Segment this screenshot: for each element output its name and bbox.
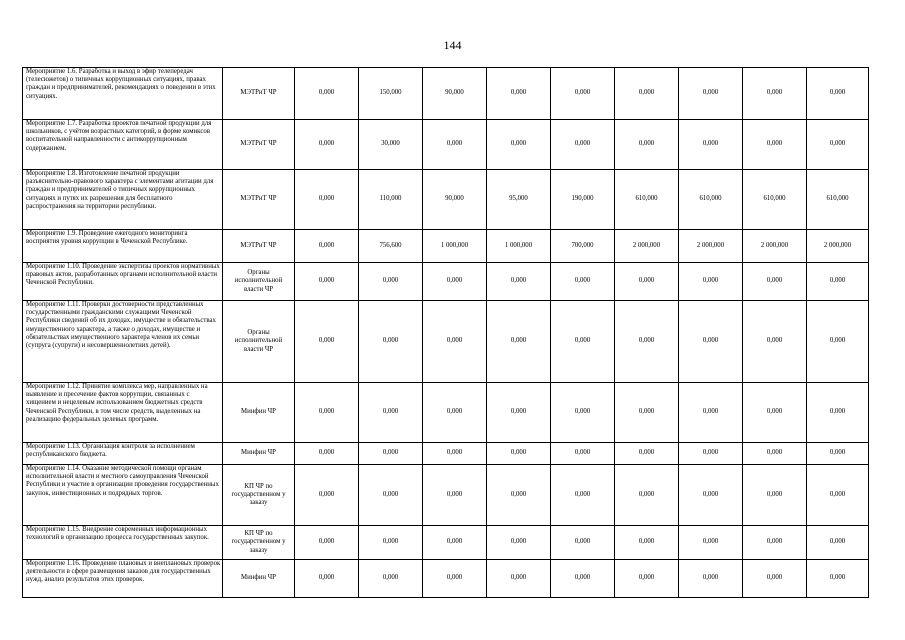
amount-cell: 0,000 — [807, 120, 869, 170]
amount-cell: 0,000 — [679, 68, 743, 120]
activity-description-cell: Мероприятие 1.9. Проведение ежегодного мониторинга восприятия уровня коррупции в Чеченской Республике. — [23, 230, 223, 263]
amount-cell: 610,000 — [743, 170, 807, 230]
activity-description-cell: Мероприятие 1.16. Проведение плановых и внеплановых проверок деятельности в сфере размещения заказов для государственных нужд, анализ результатов этих проверок. — [23, 560, 223, 598]
amount-cell: 0,000 — [487, 526, 551, 560]
table-row — [23, 301, 869, 383]
table-body — [23, 68, 869, 598]
amount-cell: 0,000 — [295, 443, 359, 465]
amount-cell: 110,000 — [359, 170, 423, 230]
amount-cell: 0,000 — [551, 120, 615, 170]
table-row — [23, 443, 869, 465]
amount-cell: 0,000 — [743, 383, 807, 443]
amount-cell: 0,000 — [551, 301, 615, 383]
amount-cell: 0,000 — [423, 526, 487, 560]
amount-cell: 0,000 — [295, 263, 359, 301]
responsible-cell: Органы исполнительной власти ЧР — [223, 263, 295, 301]
amount-cell: 1 000,000 — [487, 230, 551, 263]
amount-cell: 150,000 — [359, 68, 423, 120]
amount-cell: 0,000 — [295, 383, 359, 443]
responsible-cell: Минфин ЧР — [223, 560, 295, 598]
amount-cell: 0,000 — [359, 263, 423, 301]
amount-cell: 756,600 — [359, 230, 423, 263]
activity-description-cell: Мероприятие 1.7. Разработка проектов печатной продукции для школьников, с учётом возрастных категорий, в форме комиксов воспитательной направленности с антикоррупционным содержанием. — [23, 120, 223, 170]
amount-cell: 0,000 — [487, 301, 551, 383]
amount-cell: 0,000 — [615, 383, 679, 443]
amount-cell: 0,000 — [423, 301, 487, 383]
amount-cell: 0,000 — [551, 560, 615, 598]
amount-cell: 2 000,000 — [615, 230, 679, 263]
amount-cell: 90,000 — [423, 170, 487, 230]
amount-cell: 0,000 — [743, 526, 807, 560]
amount-cell: 0,000 — [295, 465, 359, 526]
amount-cell: 0,000 — [551, 443, 615, 465]
table-row — [23, 465, 869, 526]
amount-cell: 0,000 — [359, 301, 423, 383]
amount-cell: 0,000 — [743, 443, 807, 465]
activity-description-cell: Мероприятие 1.14. Оказание методической помощи органам исполнительной власти и местного самоуправления Чеченской Республики и участие в организации проведения государственных закупок, инвестиционных и подрядных торгов. — [23, 465, 223, 526]
amount-cell: 0,000 — [359, 443, 423, 465]
amount-cell: 0,000 — [487, 68, 551, 120]
amount-cell: 0,000 — [743, 301, 807, 383]
amount-cell: 0,000 — [423, 560, 487, 598]
amount-cell: 0,000 — [487, 465, 551, 526]
amount-cell: 700,000 — [551, 230, 615, 263]
amount-cell: 0,000 — [423, 120, 487, 170]
activity-description-cell: Мероприятие 1.6. Разработка и выход в эфир телепередач (телесюжетов) о типичных коррупционных ситуациях, правах граждан и предпринимателей, рекомендациях о поведении в этих ситуациях. — [23, 68, 223, 120]
amount-cell: 610,000 — [807, 170, 869, 230]
amount-cell: 0,000 — [743, 68, 807, 120]
amount-cell: 0,000 — [807, 560, 869, 598]
amount-cell: 0,000 — [295, 560, 359, 598]
amount-cell: 0,000 — [615, 301, 679, 383]
amount-cell: 0,000 — [743, 263, 807, 301]
amount-cell: 90,000 — [423, 68, 487, 120]
amount-cell: 1 000,000 — [423, 230, 487, 263]
amount-cell: 0,000 — [807, 383, 869, 443]
amount-cell: 0,000 — [807, 443, 869, 465]
amount-cell: 0,000 — [743, 560, 807, 598]
amount-cell: 0,000 — [487, 263, 551, 301]
budget-table — [22, 67, 869, 598]
amount-cell: 0,000 — [551, 465, 615, 526]
amount-cell: 30,000 — [359, 120, 423, 170]
responsible-cell: МЭТРиТ ЧР — [223, 170, 295, 230]
amount-cell: 610,000 — [615, 170, 679, 230]
amount-cell: 610,000 — [679, 170, 743, 230]
amount-cell: 0,000 — [679, 560, 743, 598]
amount-cell: 0,000 — [295, 526, 359, 560]
table-row — [23, 526, 869, 560]
amount-cell: 0,000 — [295, 120, 359, 170]
amount-cell: 0,000 — [487, 120, 551, 170]
table-row — [23, 230, 869, 263]
amount-cell: 95,000 — [487, 170, 551, 230]
activity-description-cell: Мероприятие 1.8. Изготовление печатной продукции разъяснительно-правового характера с элементами агитации для граждан и предпринимателей о типичных коррупционных ситуациях и путях их разрешения для бесплатного распространения на территории республики. — [23, 170, 223, 230]
table-row — [23, 560, 869, 598]
amount-cell: 0,000 — [487, 443, 551, 465]
amount-cell: 0,000 — [615, 526, 679, 560]
responsible-cell: Минфин ЧР — [223, 443, 295, 465]
amount-cell: 0,000 — [679, 526, 743, 560]
amount-cell: 0,000 — [295, 68, 359, 120]
amount-cell: 0,000 — [359, 560, 423, 598]
amount-cell: 0,000 — [423, 263, 487, 301]
amount-cell: 0,000 — [807, 68, 869, 120]
amount-cell: 0,000 — [615, 68, 679, 120]
responsible-cell: МЭТРиТ ЧР — [223, 68, 295, 120]
amount-cell: 0,000 — [679, 383, 743, 443]
amount-cell: 0,000 — [359, 526, 423, 560]
amount-cell: 0,000 — [487, 560, 551, 598]
amount-cell: 0,000 — [423, 383, 487, 443]
table-row — [23, 68, 869, 120]
table-row — [23, 120, 869, 170]
amount-cell: 0,000 — [679, 465, 743, 526]
amount-cell: 0,000 — [359, 383, 423, 443]
amount-cell: 0,000 — [295, 170, 359, 230]
amount-cell: 0,000 — [679, 120, 743, 170]
responsible-cell: Минфин ЧР — [223, 383, 295, 443]
amount-cell: 0,000 — [551, 526, 615, 560]
activity-description-cell: Мероприятие 1.13. Организация контроля за исполнением республиканского бюджета. — [23, 443, 223, 465]
table-row — [23, 263, 869, 301]
activity-description-cell: Мероприятие 1.10. Проведение экспертизы проектов нормативных правовых актов, разработанных органами исполнительной власти Чеченской Республики. — [23, 263, 223, 301]
amount-cell: 0,000 — [487, 383, 551, 443]
amount-cell: 0,000 — [615, 465, 679, 526]
activity-description-cell: Мероприятие 1.15. Внедрение современных информационных технологий в организацию процесса государственных закупок. — [23, 526, 223, 560]
responsible-cell: КП ЧР по государственном у заказу — [223, 465, 295, 526]
amount-cell: 0,000 — [679, 443, 743, 465]
amount-cell: 2 000,000 — [807, 230, 869, 263]
responsible-cell: МЭТРиТ ЧР — [223, 230, 295, 263]
amount-cell: 0,000 — [807, 526, 869, 560]
amount-cell: 0,000 — [615, 443, 679, 465]
activity-description-cell: Мероприятие 1.11. Проверки достоверности представленных государственными гражданскими служащими Чеченской Республики сведений об их доходах, имуществе и обязательствах имущественного характера, а также о доходах, имуществе и обязательствах имущественного характера членов их семьи (супруга (супруги) и несовершеннолетних детей). — [23, 301, 223, 383]
amount-cell: 0,000 — [551, 383, 615, 443]
amount-cell: 0,000 — [551, 68, 615, 120]
amount-cell: 0,000 — [295, 301, 359, 383]
amount-cell: 0,000 — [615, 120, 679, 170]
amount-cell: 0,000 — [807, 465, 869, 526]
responsible-cell: КП ЧР по государственном у заказу — [223, 526, 295, 560]
amount-cell: 0,000 — [423, 465, 487, 526]
amount-cell: 0,000 — [295, 230, 359, 263]
amount-cell: 0,000 — [807, 301, 869, 383]
amount-cell: 2 000,000 — [679, 230, 743, 263]
amount-cell: 0,000 — [679, 301, 743, 383]
amount-cell: 0,000 — [423, 443, 487, 465]
amount-cell: 0,000 — [679, 263, 743, 301]
amount-cell: 0,000 — [615, 560, 679, 598]
responsible-cell: Органы исполнительной власти ЧР — [223, 301, 295, 383]
amount-cell: 0,000 — [743, 465, 807, 526]
amount-cell: 190,000 — [551, 170, 615, 230]
amount-cell: 0,000 — [615, 263, 679, 301]
table-row — [23, 383, 869, 443]
amount-cell: 0,000 — [359, 465, 423, 526]
amount-cell: 0,000 — [743, 120, 807, 170]
amount-cell: 2 000,000 — [743, 230, 807, 263]
table-row — [23, 170, 869, 230]
amount-cell: 0,000 — [807, 263, 869, 301]
activity-description-cell: Мероприятие 1.12. Принятие комплекса мер, направленных на выявление и пресечение фактов коррупции, связанных с хищением и нецелевым использованием бюджетных средств Чеченской Республики, в том числе средств, выделенных на реализацию федеральных целевых программ. — [23, 383, 223, 443]
amount-cell: 0,000 — [551, 263, 615, 301]
responsible-cell: МЭТРиТ ЧР — [223, 120, 295, 170]
page-number: 144 — [443, 38, 462, 52]
